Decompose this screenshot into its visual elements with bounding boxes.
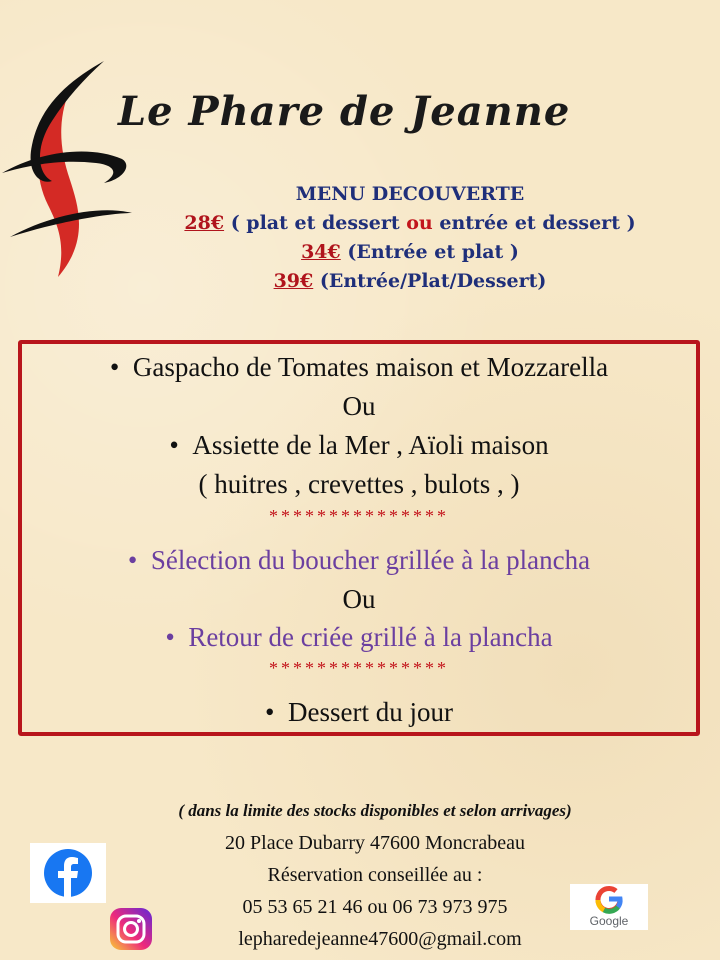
offer-39 [100, 270, 720, 292]
facebook-icon[interactable] [30, 843, 106, 903]
main-2 [18, 622, 700, 653]
starter-2-text: Assiette de la Mer , Aïoli maison [192, 430, 549, 460]
dessert [18, 697, 700, 728]
main-1-text: Sélection du boucher grillée à la plancha [150, 545, 591, 575]
offer-28-text-post: entrée et dessert ) [432, 212, 636, 234]
starter-1-text: Gaspacho de Tomates maison et Mozzarella [132, 352, 609, 382]
or-separator-1: Ou [342, 391, 376, 421]
google-icon[interactable] [570, 884, 648, 930]
bullet: • [127, 545, 138, 575]
offer-28 [100, 212, 720, 234]
starter-2-detail: ( huitres , crevettes , bulots , ) [198, 469, 520, 499]
starter-1 [18, 352, 700, 383]
offer-34-price: 34€ [301, 241, 341, 263]
google-label: Google [589, 914, 629, 928]
starter-2 [18, 430, 700, 461]
dessert-text: Dessert du jour [287, 697, 453, 727]
instagram-icon[interactable] [108, 906, 154, 952]
offer-39-price: 39€ [273, 270, 314, 292]
email-link[interactable]: lepharedejeanne47600@gmail.com [238, 928, 522, 950]
phone-numbers[interactable]: 05 53 65 21 46 ou 06 73 973 975 [242, 896, 508, 918]
offer-28-ou: ou [406, 212, 433, 234]
stars-divider-1: *************** [269, 506, 449, 526]
offer-28-price: 28€ [184, 212, 225, 234]
availability-note: ( dans la limite des stocks disponibles et selon arrivages) [178, 801, 572, 820]
address: 20 Place Dubarry 47600 Moncrabeau [225, 832, 525, 854]
offer-34 [100, 241, 720, 263]
main-1 [18, 545, 700, 576]
restaurant-name: Le Phare de Jeanne [118, 88, 571, 135]
menu-title: MENU DECOUVERTE [295, 183, 525, 205]
reservation-label: Réservation conseillée au : [267, 864, 483, 886]
offer-34-text: (Entrée et plat ) [340, 241, 519, 263]
bullet: • [165, 622, 175, 652]
main-2-text: Retour de criée grillé à la plancha [188, 622, 553, 652]
stars-divider-2: *************** [269, 658, 449, 678]
offer-28-text-pre: ( plat et dessert [224, 212, 407, 234]
bullet: • [265, 697, 275, 727]
or-separator-2: Ou [342, 584, 376, 614]
bullet: • [109, 352, 120, 382]
offer-39-text: (Entrée/Plat/Dessert) [313, 270, 547, 292]
bullet: • [169, 430, 179, 460]
